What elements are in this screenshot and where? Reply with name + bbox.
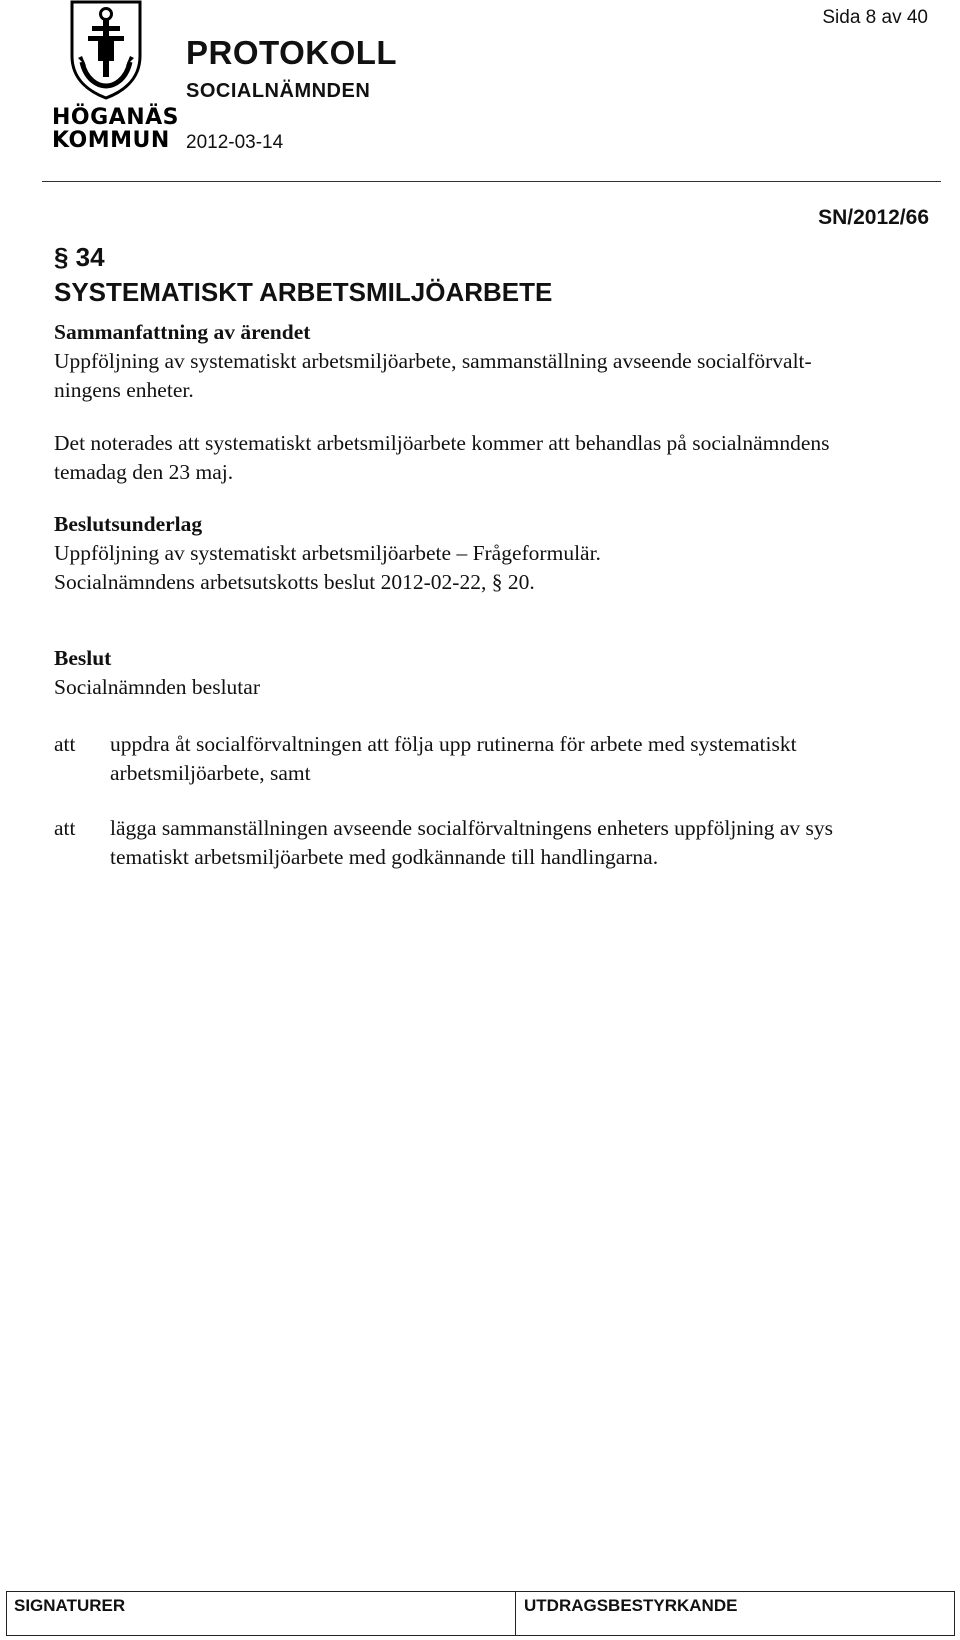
logo-text-line2: KOMMUN [52, 128, 170, 153]
signatures-label: SIGNATURER [14, 1596, 126, 1615]
summary-note-line: Det noterades att systematiskt arbetsmiljöarbete kommer att behandlas på socialnämndens [54, 431, 830, 455]
summary-note [54, 429, 934, 487]
decision-heading: Beslut [54, 646, 112, 670]
decision-prefix: att [54, 816, 76, 840]
municipality-logo [52, 0, 179, 153]
summary-note-line: temadag den 23 maj. [54, 460, 234, 484]
header-divider [42, 181, 941, 182]
basis-heading: Beslutsunderlag [54, 512, 203, 536]
case-number: SN/2012/66 [818, 206, 929, 229]
summary-text-line: ningens enheter. [54, 378, 194, 402]
decision-item-line: uppdra åt socialförvaltningen att följa upp rutinerna för arbete med systematiskt [110, 732, 797, 756]
page-number: Sida 8 av 40 [822, 7, 928, 28]
summary-heading: Sammanfattning av ärendet [54, 320, 311, 344]
decision-prefix: att [54, 732, 76, 756]
meeting-date: 2012-03-14 [186, 132, 284, 153]
extract-certification-label: UTDRAGSBESTYRKANDE [524, 1596, 738, 1615]
decision-item-line: arbetsmiljöarbete, samt [110, 761, 311, 785]
decision-item-line: tematiskt arbetsmiljöarbete med godkännande till handlingarna. [110, 845, 659, 869]
decision-item [110, 730, 934, 788]
paragraph-title: SYSTEMATISKT ARBETSMILJÖARBETE [54, 277, 553, 307]
signature-box [6, 1591, 955, 1636]
decision-item-line: lägga sammanställningen avseende socialförvaltningens enheters uppföljning av sys [110, 816, 834, 840]
document-title: PROTOKOLL [186, 34, 398, 71]
summary-text-line: Uppföljning av systematiskt arbetsmiljöarbete, sammanställning avseende socialförvalt- [54, 349, 812, 373]
decision-intro: Socialnämnden beslutar [54, 675, 260, 699]
logo-text-line1: HÖGANÄS [52, 105, 179, 130]
paragraph-number: § 34 [54, 242, 105, 272]
basis-item: Uppföljning av systematiskt arbetsmiljöarbete – Frågeformulär. [54, 541, 601, 565]
footer-divider [515, 1592, 516, 1635]
decision-item [110, 814, 934, 872]
committee-name: SOCIALNÄMNDEN [186, 80, 371, 102]
basis-item: Socialnämndens arbetsutskotts beslut 2012-02-22, § 20. [54, 570, 535, 594]
decision-section [54, 644, 934, 702]
summary-section [54, 318, 934, 405]
anchor-crest-icon [68, 0, 144, 100]
basis-section [54, 510, 934, 597]
